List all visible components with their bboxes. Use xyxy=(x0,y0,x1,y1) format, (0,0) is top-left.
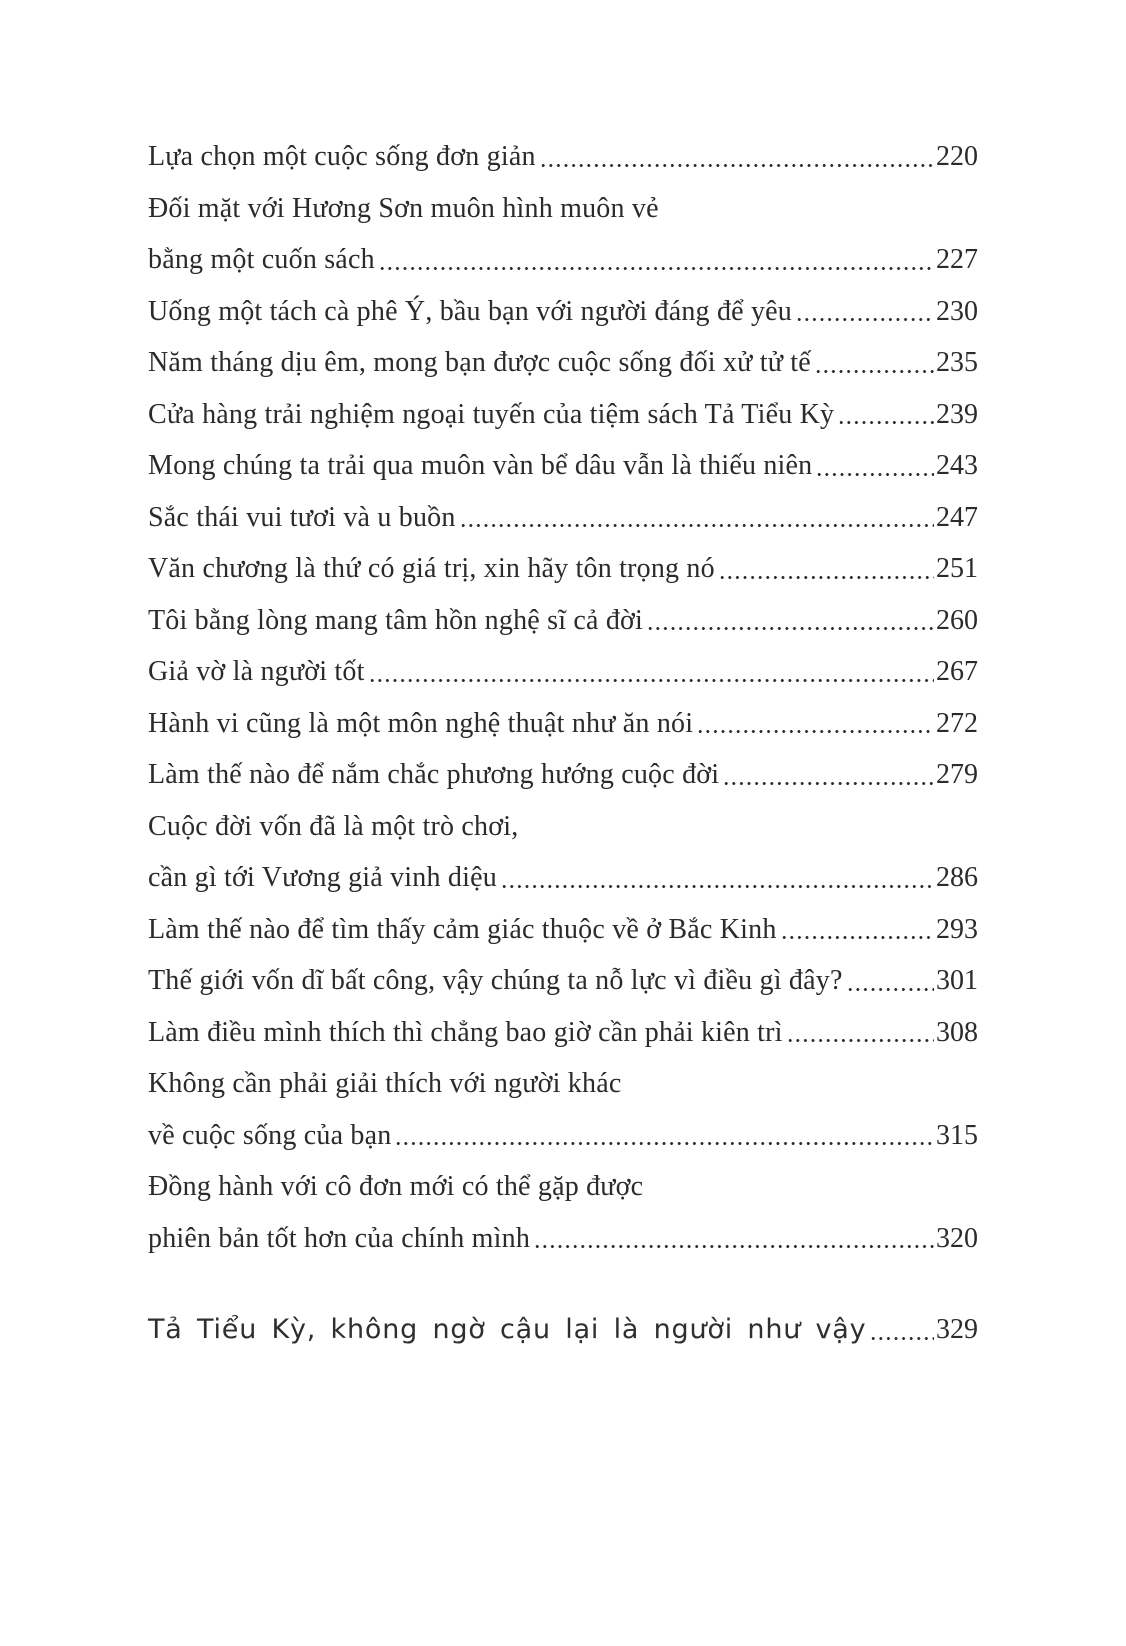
toc-line xyxy=(148,698,978,750)
toc-entry xyxy=(148,389,978,441)
toc-entry-title: Cửa hàng trải nghiệm ngoại tuyến của tiệm sách Tả Tiểu Kỳ xyxy=(148,398,835,430)
toc-line xyxy=(148,337,978,389)
toc-line xyxy=(148,904,978,956)
toc-entry-title: Hành vi cũng là một môn nghệ thuật như ăn nói xyxy=(148,707,694,739)
dot-leader xyxy=(535,1244,934,1249)
toc-entry-title: Thế giới vốn dĩ bất công, vậy chúng ta nỗ lực vì điều gì đây? xyxy=(148,965,843,996)
toc-line xyxy=(148,852,978,904)
toc-line xyxy=(148,955,978,1007)
toc-entry-page-number: 293 xyxy=(936,913,978,945)
dot-leader xyxy=(461,523,934,528)
toc-entry-page-number: 267 xyxy=(936,656,978,687)
toc-line xyxy=(148,440,978,492)
dot-leader xyxy=(396,1141,934,1146)
dot-leader xyxy=(782,935,934,940)
toc-entry-title: Cuộc đời vốn đã là một trò chơi, xyxy=(148,810,519,842)
toc-line xyxy=(148,1213,978,1265)
dot-leader xyxy=(848,987,934,992)
dot-leader xyxy=(817,472,934,477)
toc-entry xyxy=(148,1007,978,1059)
dot-leader xyxy=(788,1038,934,1043)
toc-entry-title: phiên bản tốt hơn của chính mình xyxy=(148,1222,531,1254)
toc-entry-title: Tả Tiểu Kỳ, không ngờ cậu lại là người như vậy xyxy=(148,1314,867,1345)
toc-entry xyxy=(148,1058,978,1161)
toc-entry-page-number: 260 xyxy=(936,604,978,636)
toc-entry-title: Giả vờ là người tốt xyxy=(148,656,365,687)
dot-leader xyxy=(502,884,934,889)
toc-entry xyxy=(148,801,978,904)
toc-line xyxy=(148,1058,978,1110)
toc-line xyxy=(148,131,978,183)
toc-line xyxy=(148,1304,978,1356)
toc-entry-title: Đồng hành với cô đơn mới có thể gặp được xyxy=(148,1171,644,1202)
toc-entry-page-number: 220 xyxy=(936,141,978,172)
toc-entry-page-number: 286 xyxy=(936,862,978,893)
toc-entry-page-number: 247 xyxy=(936,501,978,533)
toc-entry xyxy=(148,1161,978,1264)
dot-leader xyxy=(871,1336,934,1341)
toc-entry xyxy=(148,183,978,286)
toc-entry xyxy=(148,904,978,956)
dot-leader xyxy=(839,420,934,425)
dot-leader xyxy=(816,369,934,374)
toc-entry-page-number: 329 xyxy=(936,1314,978,1345)
toc-entry-page-number: 320 xyxy=(936,1222,978,1254)
toc-line xyxy=(148,801,978,853)
toc-line xyxy=(148,646,978,698)
toc-line xyxy=(148,595,978,647)
toc-entry-page-number: 227 xyxy=(936,244,978,275)
toc-entry-page-number: 243 xyxy=(936,450,978,481)
toc-entry-title: Làm thế nào để tìm thấy cảm giác thuộc về ở Bắc Kinh xyxy=(148,913,777,945)
toc-entry-title: Văn chương là thứ có giá trị, xin hãy tôn trọng nó xyxy=(148,553,715,584)
toc-entry xyxy=(148,286,978,338)
toc-entry-title: Lựa chọn một cuộc sống đơn giản xyxy=(148,141,536,172)
toc-entry-page-number: 279 xyxy=(936,759,978,790)
toc-line xyxy=(148,1161,978,1213)
toc-entry xyxy=(148,131,978,183)
toc-line xyxy=(148,389,978,441)
dot-leader xyxy=(380,266,934,271)
toc-line xyxy=(148,492,978,544)
dot-leader xyxy=(648,626,934,631)
toc-line xyxy=(148,1110,978,1162)
toc-entry xyxy=(148,337,978,389)
toc-line xyxy=(148,286,978,338)
toc-entry-title: về cuộc sống của bạn xyxy=(148,1119,392,1151)
toc-entry xyxy=(148,955,978,1007)
toc-entry-page-number: 230 xyxy=(936,295,978,327)
toc-line xyxy=(148,183,978,235)
toc-entry-title: Năm tháng dịu êm, mong bạn được cuộc sống đối xử tử tế xyxy=(148,347,811,378)
toc-line xyxy=(148,749,978,801)
toc-entry xyxy=(148,646,978,698)
dot-leader xyxy=(698,729,934,734)
dot-leader xyxy=(797,317,934,322)
toc-entry xyxy=(148,492,978,544)
toc-entry xyxy=(148,440,978,492)
dot-leader xyxy=(724,781,934,786)
toc-entry xyxy=(148,698,978,750)
toc-list xyxy=(148,131,978,1356)
toc-entry xyxy=(148,1304,978,1356)
toc-entry-page-number: 251 xyxy=(936,553,978,584)
toc-entry-title: Tôi bằng lòng mang tâm hồn nghệ sĩ cả đời xyxy=(148,604,644,636)
toc-entry-page-number: 315 xyxy=(936,1119,978,1151)
toc-entry-page-number: 272 xyxy=(936,707,978,739)
toc-entry xyxy=(148,749,978,801)
dot-leader xyxy=(720,575,934,580)
toc-entry-title: Sắc thái vui tươi và u buồn xyxy=(148,501,456,533)
toc-entry-title: bằng một cuốn sách xyxy=(148,244,375,275)
dot-leader xyxy=(370,678,934,683)
dot-leader xyxy=(541,163,934,168)
toc-entry xyxy=(148,543,978,595)
toc-line xyxy=(148,1007,978,1059)
toc-entry xyxy=(148,595,978,647)
toc-entry-page-number: 301 xyxy=(936,965,978,996)
toc-entry-title: Không cần phải giải thích với người khác xyxy=(148,1068,622,1099)
toc-entry-title: cần gì tới Vương giả vinh diệu xyxy=(148,862,497,893)
toc-entry-title: Đối mặt với Hương Sơn muôn hình muôn vẻ xyxy=(148,192,659,224)
toc-entry-page-number: 239 xyxy=(936,398,978,430)
toc-entry-title: Làm điều mình thích thì chẳng bao giờ cần phải kiên trì xyxy=(148,1016,783,1048)
toc-entry-title: Uống một tách cà phê Ý, bầu bạn với người đáng để yêu xyxy=(148,295,793,327)
toc-line xyxy=(148,234,978,286)
toc-line xyxy=(148,543,978,595)
toc-entry-title: Làm thế nào để nắm chắc phương hướng cuộc đời xyxy=(148,759,720,790)
toc-entry-title: Mong chúng ta trải qua muôn vàn bể dâu vẫn là thiếu niên xyxy=(148,450,813,481)
toc-entry-page-number: 235 xyxy=(936,347,978,378)
toc-entry-page-number: 308 xyxy=(936,1016,978,1048)
